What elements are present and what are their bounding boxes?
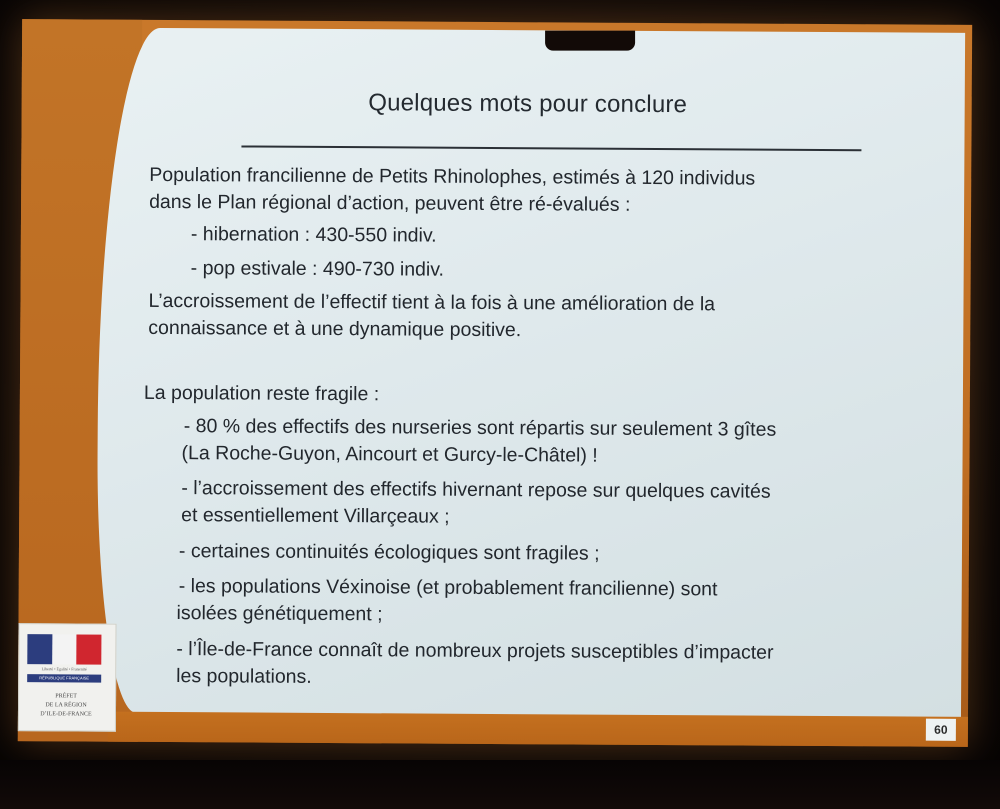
bullet-line: les populations.: [176, 665, 312, 688]
logo-prefet-text: PRÉFET DE LA RÉGION D’ILE-DE-FRANCE: [40, 693, 92, 718]
bullet-line: et essentiellement Villarçeaux ;: [181, 504, 450, 528]
bullet-line: - l’Île-de-France connaît de nombreux projets susceptibles d’impacter: [176, 638, 774, 664]
body-line: connaissance et à une dynamique positive.: [148, 316, 522, 342]
room-floor: [0, 760, 1000, 809]
french-flag-icon: [27, 634, 101, 664]
logo-motto: Liberté • Égalité • Fraternité: [41, 666, 87, 672]
bullet-line: isolées génétiquement ;: [176, 602, 383, 626]
bullet-line: - pop estivale : 490-730 indiv.: [190, 257, 445, 281]
screen-notch: [545, 31, 635, 51]
bullet-line: (La Roche-Guyon, Aincourt et Gurcy-le-Châtel) !: [181, 442, 598, 467]
bullet-line: - l’accroissement des effectifs hivernant repose sur quelques cavités: [181, 477, 771, 503]
projected-slide: [18, 19, 972, 747]
prefecture-logo: [18, 623, 117, 732]
section-heading: La population reste fragile :: [143, 381, 380, 406]
title-underline: [241, 145, 861, 151]
bullet-line: - les populations Véxinoise (et probablement francilienne) sont: [178, 575, 718, 601]
body-line: dans le Plan régional d’action, peuvent être ré-évalués :: [149, 190, 631, 216]
logo-republic: RÉPUBLIQUE FRANÇAISE: [27, 674, 101, 682]
body-line: Population francilienne de Petits Rhinolophes, estimés à 120 individus: [149, 163, 756, 190]
slide-title: Quelques mots pour conclure: [368, 89, 688, 119]
bullet-line: - hibernation : 430-550 indiv.: [190, 223, 437, 247]
slide-footer-bar: [108, 712, 968, 747]
slide-content-area: [96, 28, 965, 718]
page-number: 60: [926, 719, 956, 741]
bullet-line: - certaines continuités écologiques sont fragiles ;: [178, 540, 600, 565]
bullet-line: - 80 % des effectifs des nurseries sont répartis sur seulement 3 gîtes: [183, 415, 777, 441]
body-line: L’accroissement de l’effectif tient à la fois à une amélioration de la: [148, 289, 716, 316]
